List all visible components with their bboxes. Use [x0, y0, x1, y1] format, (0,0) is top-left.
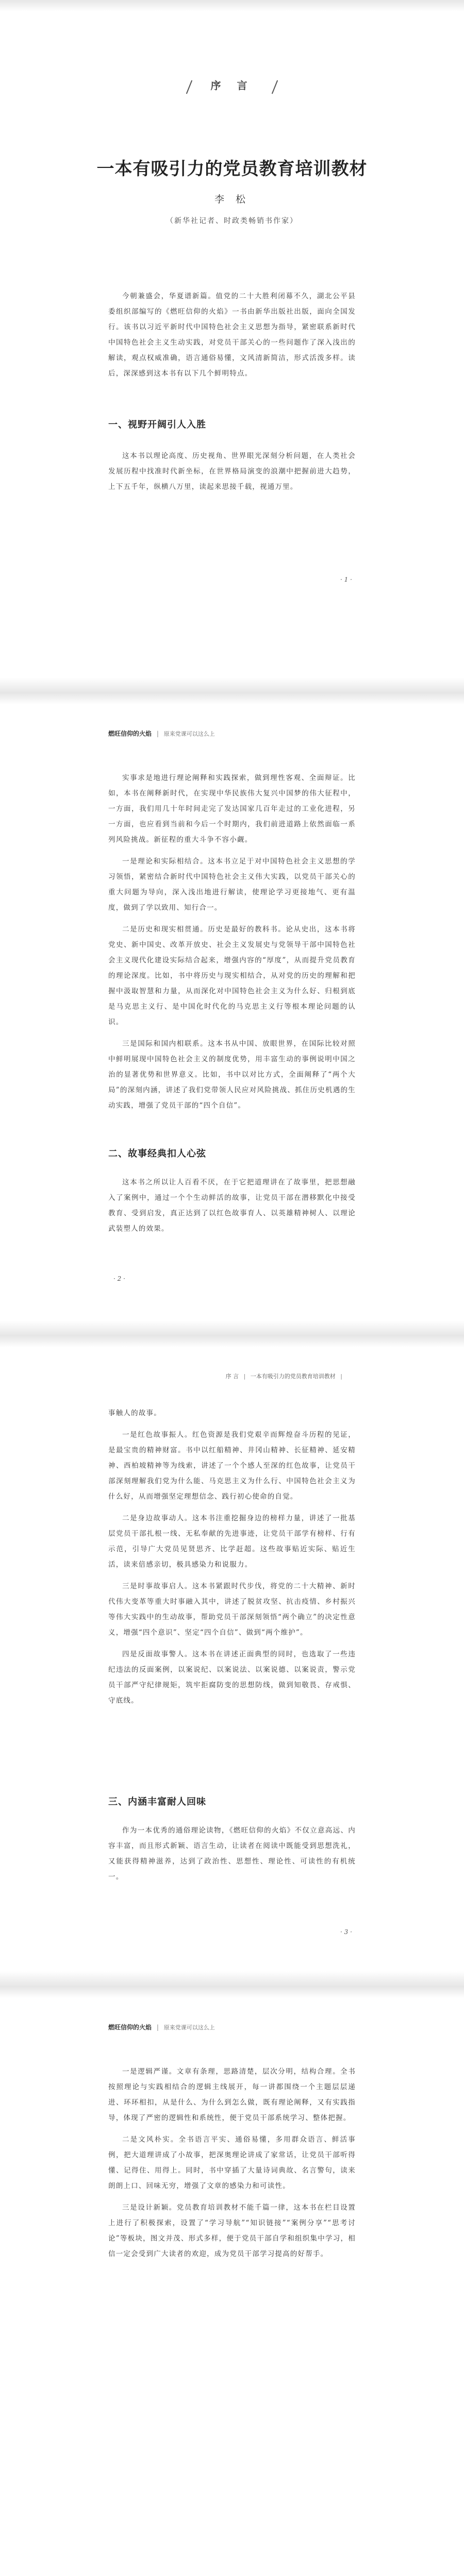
- section-heading-3: 三、内涵丰富耐人回味: [108, 1797, 206, 1807]
- running-head-book: 燃旺信仰的火焰: [108, 2024, 152, 2031]
- page-number: · 1 ·: [340, 576, 352, 583]
- running-head-separator: |: [156, 730, 159, 737]
- page-number: · 2 ·: [113, 1275, 125, 1282]
- paragraph: 今朝兼盛会，华夏谱新篇。值党的二十大胜利闭幕不久，湖北公平县委组织部编写的《燃旺信仰的火焰》一书由新华出版社出版，面向全国发行。该书以习近平新时代中国特色社会主义思想为指导，紧密联系新时代中国特色社会主义生动实践，对党员干部关心的一些问题作了深入浅出的解读，观点权威准确，语言通俗易懂，文风清新简洁，形式活泼多样。读后，深深感到这本书有以下几个鲜明特点。: [108, 292, 356, 378]
- running-head-part: 一本有吸引力的党员教育培训教材: [250, 1373, 336, 1380]
- paragraph: 一是逻辑严谨。文章有条理，思路清楚，层次分明，结构合理。全书按照理论与实践相结合的逻辑主线展开，每一讲都围绕一个主题层层递进、环环相扣，从是什么、为什么到怎么做，既有理论阐释，又有实践指导，体现了严密的逻辑性和系统性，便于党员干部系统学习、整体把握。: [108, 2067, 356, 2122]
- section1-block: [108, 448, 356, 501]
- paragraph: 二是身边故事动人。这本书注重挖掘身边的榜样力量，讲述了一批基层党员干部扎根一线、无私奉献的先进事迹，让党员干部学有榜样、行有示范，引导广大党员见贤思齐、比学赶超。这些故事贴近实际、贴近生活，读来倍感亲切，极具感染力和说服力。: [108, 1514, 356, 1569]
- section3-block: [108, 1823, 356, 1891]
- page-4: [0, 1987, 464, 2576]
- paragraph: 一是理论和实际相结合。这本书立足于对中国特色社会主义思想的学习领悟，紧密结合新时代中国特色社会主义伟大实践，以党员干部关心的重大问题为导向，深入浅出地进行解读，使理论学习更接地气、更有温度，做到了学以致用、知行合一。: [108, 857, 356, 912]
- paragraph: 作为一本优秀的通俗理论读物，《燃旺信仰的火焰》不仅立意高远、内容丰富，而且形式新颖、语言生动，让读者在阅读中既能受到思想洗礼，又能获得精神滋养，达到了政治性、思想性、理论性、可读性的有机统一。: [108, 1826, 356, 1881]
- running-head: [108, 729, 215, 738]
- preface-title: 一本有吸引力的党员教育培训教材: [96, 159, 368, 179]
- paragraph: 四是反面故事警人。这本书在讲述正面典型的同时，也选取了一些违纪违法的反面案例，以案说纪、以案说法、以案说德、以案说责，警示党员干部严守纪律规矩，筑牢拒腐防变的思想防线，做到知敬畏、存戒惧、守底线。: [108, 1650, 356, 1705]
- paragraph: 事触人的故事。: [108, 1409, 161, 1417]
- page-2: [0, 693, 464, 1336]
- page2-body: [108, 770, 356, 1120]
- slash-ornament-right: [269, 80, 281, 94]
- section-heading-2: 二、故事经典扣人心弦: [108, 1148, 206, 1159]
- page-3: [0, 1336, 464, 1987]
- intro-block: [108, 289, 356, 387]
- paragraph: 二是历史和现实相贯通。历史是最好的教科书。论从史出，这本书将党史、新中国史、改革开放史、社会主义发展史与党领导干部中国特色社会主义现代化建设实际结合起来，增强内容的“厚度”，从而提升党员教育的理论深度。比如，书中将历史与现实相结合，从对党的历史的理解和把握中汲取智慧和力量，从而深化对中国特色社会主义为什么好、归根到底是马克思主义行、是中国化时代化的马克思主义行等根本理论问题的认识。: [108, 925, 356, 1026]
- page3-body: [108, 1405, 356, 1715]
- page4-body: [108, 2064, 356, 2268]
- paragraph: 实事求是地进行理论阐释和实践探索，做到理性客观、全面辩证。比如，本书在阐释新时代，在实现中华民族伟大复兴中国梦的伟大征程中，一方面，我们用几十年时间走完了发达国家几百年走过的工业化进程，另一方面，也应看到当前和今后一个时期内，我们前进道路上依然面临一系列风险挑战。新征程的重大斗争不容小觑。: [108, 774, 356, 844]
- author-affiliation: （新华社记者、时政类畅销书作家）: [166, 217, 298, 225]
- running-head-part: 序 言: [225, 1373, 239, 1380]
- running-head-separator: |: [340, 1373, 342, 1380]
- running-head-book: 燃旺信仰的火焰: [108, 730, 152, 737]
- running-head: [108, 2023, 215, 2031]
- paragraph: 三是国际和国内相联系。这本书从中国、放眼世界，在国际比较对照中鲜明展现中国特色社会主义的制度优势，用丰富生动的事例说明中国之治的显著优势和世界意义。比如，书中以对比方式，全面阐释了“两个大局”的深刻内涵，讲述了我们党带领人民应对风险挑战、抓住历史机遇的生动实践，增强了党员干部的“四个自信”。: [108, 1040, 356, 1110]
- paragraph: 这本书以理论高度、历史视角、世界眼光深刻分析问题，在人类社会发展历程中找准时代新坐标，在世界格局演变的浪潮中把握前进大趋势，上下五千年，纵横八万里，读起来思接千载，视通万里。: [108, 452, 356, 491]
- page-1: [0, 0, 464, 693]
- preface-header: [0, 77, 464, 94]
- running-head: [226, 1372, 345, 1380]
- author-name: 李 松: [214, 194, 250, 205]
- slash-ornament-left: [183, 80, 195, 94]
- section2-block: [108, 1175, 356, 1243]
- page-number: · 3 ·: [340, 1928, 352, 1936]
- section-heading-1: 一、视野开阔引人入胜: [108, 419, 206, 430]
- running-head-separator: |: [243, 1373, 246, 1380]
- running-head-chapter: 原来党课可以这么上: [163, 2024, 215, 2031]
- running-head-chapter: 原来党课可以这么上: [163, 731, 215, 737]
- paragraph: 三是设计新颖。党员教育培训教材不能千篇一律，这本书在栏目设置上进行了积极探索，设置了“学习导航”“知识链接”“案例分享”“思考讨论”等板块，图文并茂、形式多样，便于党员干部自学和组织集中学习，相信一定会受到广大读者的欢迎，成为党员干部学习提高的好帮手。: [108, 2204, 356, 2258]
- paragraph: 一是红色故事振人。红色资源是我们党艰辛而辉煌奋斗历程的见证，是最宝贵的精神财富。书中以红船精神、井冈山精神、长征精神、延安精神、西柏坡精神等为线索，讲述了一个个感人至深的红色故事，让党员干部深刻理解我们党为什么能、马克思主义为什么行、中国特色社会主义为什么好，从而增强坚定理想信念、践行初心使命的自觉。: [108, 1431, 356, 1501]
- running-head-separator: |: [156, 2024, 159, 2031]
- paragraph: 三是时事故事启人。这本书紧跟时代步伐，将党的二十大精神、新时代伟大变革等重大时事融入其中，讲述了脱贫攻坚、抗击疫情、乡村振兴等伟大实践中的生动故事，帮助党员干部深刻领悟“两个确立”的决定性意义，增强“四个意识”、坚定“四个自信”、做到“两个维护”。: [108, 1582, 356, 1637]
- paragraph: 这本书之所以让人百看不厌，在于它把道理讲在了故事里，把思想融入了案例中，通过一个个生动鲜活的故事，让党员干部在潜移默化中接受教育、受到启发，真正达到了以红色故事育人、以英雄精神树人、以理论武装塑人的效果。: [108, 1178, 356, 1233]
- preface-label: 序 言: [210, 79, 254, 92]
- paragraph: 二是文风朴实。全书语言平实、通俗易懂，多用群众语言、鲜活事例，把大道理讲成了小故事，把深奥理论讲成了家常话，让党员干部听得懂、记得住、用得上。同时，书中穿插了大量诗词典故、名言警句，读来朗朗上口、回味无穷，增强了文章的感染力和可读性。: [108, 2136, 356, 2190]
